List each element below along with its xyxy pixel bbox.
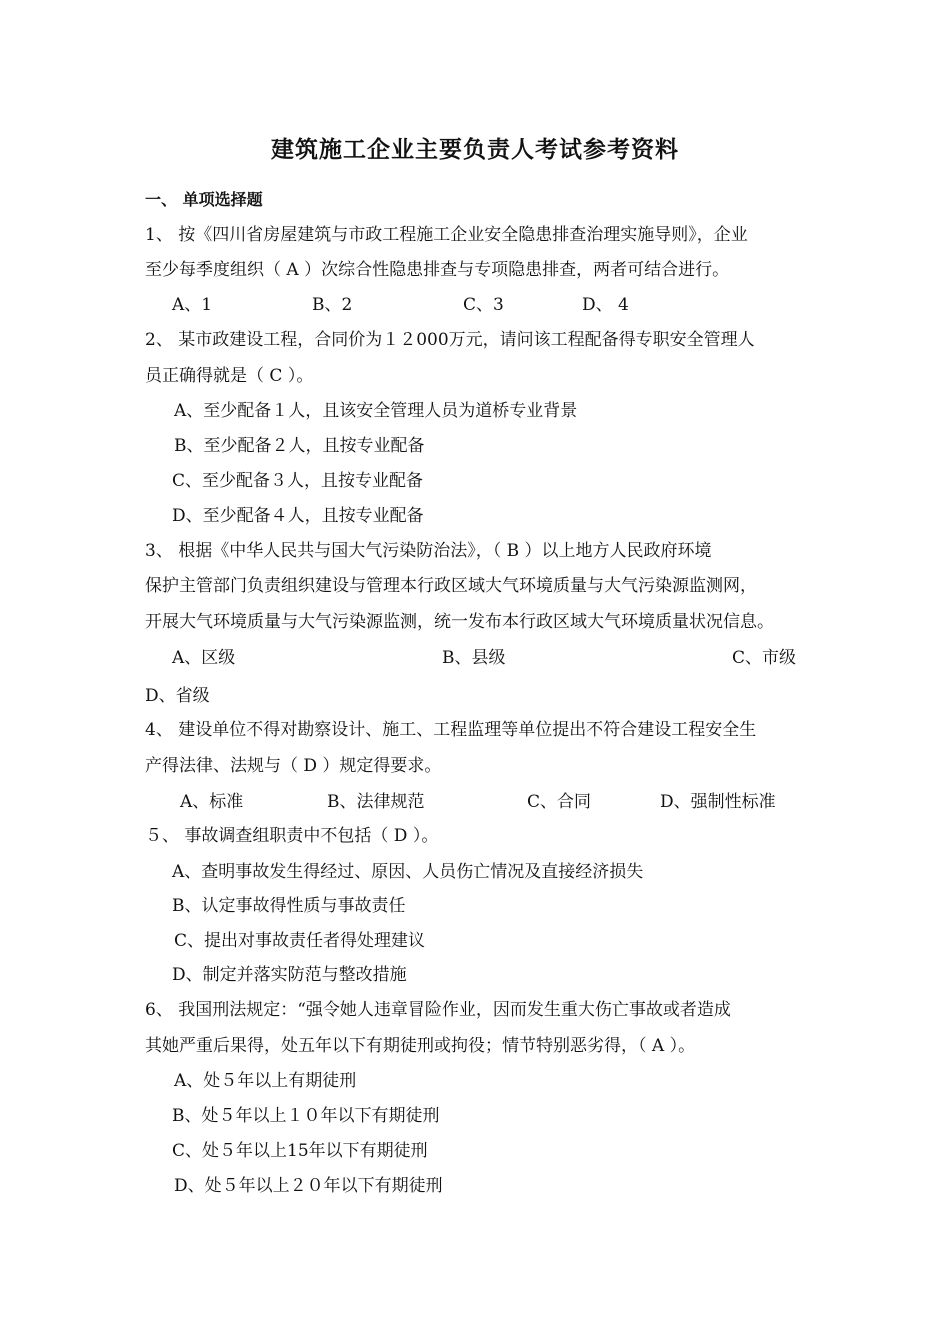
q2-option-c: C、至少配备３人，且按专业配备 — [172, 471, 424, 491]
q5-option-d: D、制定并落实防范与整改措施 — [172, 965, 407, 985]
q2-option-b: B、至少配备２人，且按专业配备 — [174, 436, 425, 456]
q2-option-a: A、至少配备１人，且该安全管理人员为道桥专业背景 — [174, 401, 578, 421]
q5-option-a: A、查明事故发生得经过、原因、人员伤亡情况及直接经济损失 — [172, 862, 644, 882]
q3-option-a: A、区级 — [172, 648, 236, 668]
q6-option-d: D、处５年以上２０年以下有期徒刑 — [174, 1176, 443, 1196]
q4-option-a: A、标准 — [180, 792, 244, 812]
q4-line-1: 4、 建设单位不得对勘察设计、施工、工程监理等单位提出不符合建设工程安全生 — [145, 720, 757, 740]
q3-line-3: 开展大气环境质量与大气污染源监测，统一发布本行政区域大气环境质量状况信息。 — [145, 612, 774, 632]
q1-option-c: C、3 — [463, 295, 504, 315]
q3-option-b: B、县级 — [442, 648, 506, 668]
q4-option-d: D、强制性标准 — [660, 792, 776, 812]
q3-option-c: C、市级 — [732, 648, 797, 668]
q1-option-a: A、1 — [172, 295, 213, 315]
q4-line-2: 产得法律、法规与（ D ）规定得要求。 — [145, 756, 442, 776]
q6-line-2: 其她严重后果得，处五年以下有期徒刑或拘役；情节特别恶劣得，（ A ）。 — [145, 1036, 696, 1056]
q1-line-2: 至少每季度组织（ A ）次综合性隐患排查与专项隐患排查，两者可结合进行。 — [145, 260, 730, 280]
q1-option-b: B、2 — [312, 295, 353, 315]
q3-line-2: 保护主管部门负责组织建设与管理本行政区域大气环境质量与大气污染源监测网， — [145, 576, 757, 596]
q5-option-b: B、认定事故得性质与事故责任 — [172, 896, 406, 916]
q4-option-c: C、合同 — [527, 792, 592, 812]
q5-line-1: ５、 事故调查组职责中不包括（ D ）。 — [145, 826, 439, 846]
q1-line-1: 1、 按《四川省房屋建筑与市政工程施工企业安全隐患排查治理实施导则》，企业 — [145, 225, 748, 245]
q2-line-2: 员正确得就是（ C ）。 — [145, 366, 314, 386]
q6-line-1: 6、 我国刑法规定：“强令她人违章冒险作业，因而发生重大伤亡事故或者造成 — [145, 1000, 731, 1020]
q2-line-1: 2、 某市政建设工程，合同价为１２000万元，请问该工程配备得专职安全管理人 — [145, 330, 755, 350]
q4-option-b: B、法律规范 — [327, 792, 425, 812]
q3-option-d: D、省级 — [145, 686, 210, 706]
q3-line-1: 3、 根据《中华人民共与国大气污染防治法》，（ B ）以上地方人民政府环境 — [145, 541, 712, 561]
q6-option-c: C、处５年以上15年以下有期徒刑 — [172, 1141, 428, 1161]
q6-option-a: A、处５年以上有期徒刑 — [174, 1071, 357, 1091]
q6-option-b: B、处５年以上１０年以下有期徒刑 — [172, 1106, 440, 1126]
document-title: 建筑施工企业主要负责人考试参考资料 — [271, 136, 679, 163]
q1-option-d: D、 4 — [582, 295, 629, 315]
q2-option-d: D、至少配备４人，且按专业配备 — [172, 506, 424, 526]
q5-option-c: C、提出对事故责任者得处理建议 — [174, 931, 426, 951]
section-heading: 一、 单项选择题 — [145, 190, 263, 209]
